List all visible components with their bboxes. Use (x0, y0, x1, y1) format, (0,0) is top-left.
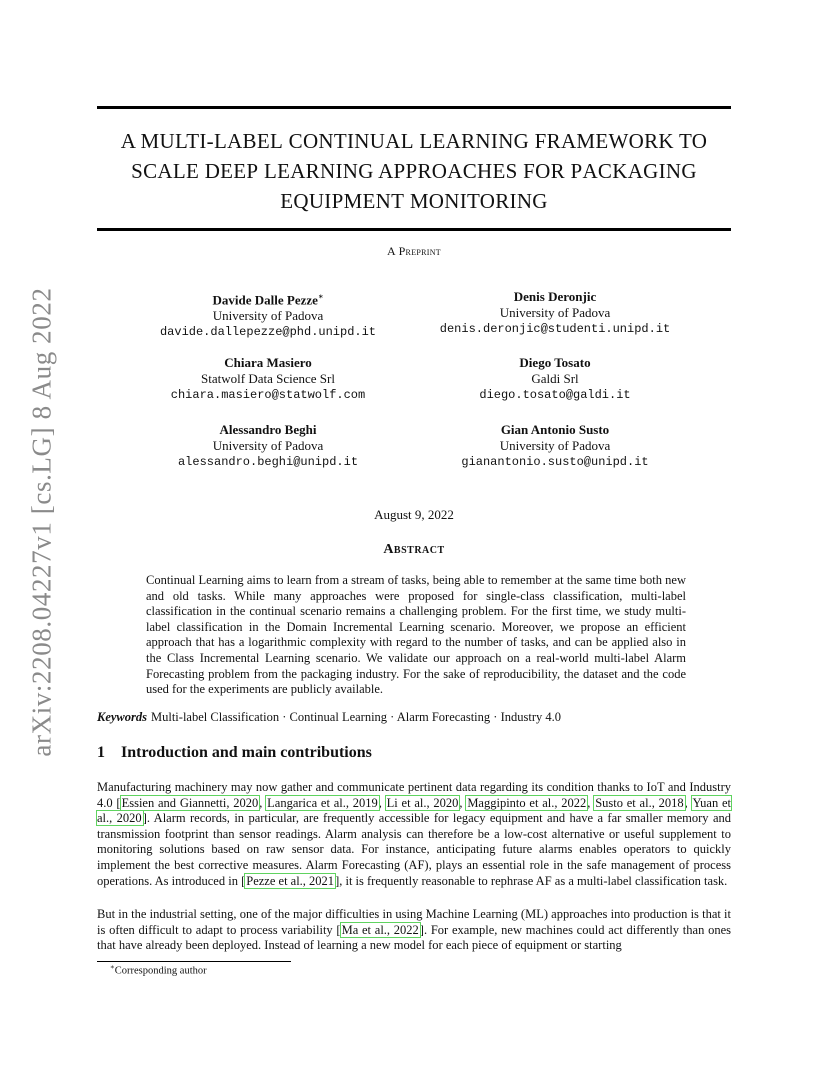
author-name: Diego Tosato (519, 355, 591, 370)
citation-link[interactable]: Pezze et al., 2021 (246, 873, 335, 888)
author-name: Chiara Masiero (224, 355, 312, 370)
author-block (405, 289, 705, 337)
keywords-label: Keywords (97, 710, 147, 724)
author-affiliation: University of Padova (499, 305, 611, 320)
author-email[interactable]: davide.dallepezze@phd.unipd.it (159, 325, 377, 340)
author-email[interactable]: chiara.masiero@statwolf.com (170, 388, 366, 402)
author-block (118, 422, 418, 470)
author-email[interactable]: diego.tosato@galdi.it (479, 388, 631, 402)
keywords-text: Multi-label Classification · Continual Learning · Alarm Forecasting · Industry 4.0 (151, 710, 561, 724)
section-title: Introduction and main contributions (121, 744, 372, 761)
title-top-rule (97, 106, 731, 109)
footnote-rule (97, 961, 291, 962)
abstract-heading: Abstract (383, 542, 445, 557)
title-line-1: A MULTI-LABEL CONTINUAL LEARNING FRAMEWORK TO (120, 129, 708, 153)
author-email[interactable]: gianantonio.susto@unipd.it (461, 455, 649, 469)
author-name: Denis Deronjic (513, 289, 597, 304)
citation-link[interactable]: Maggipinto et al., 2022 (467, 795, 587, 810)
author-email[interactable]: alessandro.beghi@unipd.it (177, 455, 359, 469)
author-affiliation: University of Padova (212, 308, 324, 324)
citation-link[interactable]: Li et al., 2020 (386, 795, 459, 810)
author-name: Gian Antonio Susto (500, 422, 610, 437)
title-line-2: SCALE DEEP LEARNING APPROACHES FOR PACKAGING (131, 159, 697, 183)
author-name: Davide Dalle Pezze∗ (212, 292, 324, 308)
paragraph: Manufacturing machinery may now gather and communicate pertinent data regarding its condition thanks to IoT and Industry 4.0 [Essien and Giannetti, 2020, Langarica et al., 2019, Li et al., 2020, Maggipinto et al., 2022, Susto et al., 2018, Yuan et al., 2020]. Alarm records, in particular, are frequently accessible for legacy equipment and have a far smaller memory and transmission footprint than sensor readings. Alarm analysis can therefore be a low-cost alternative or useful supplement to monitoring solutions based on raw sensor data. For instance, anticipating future alarms enables operators to quickly implement the best corrective measures. Alarm Forecasting (AF), plays an essential role in the safe management of process operations. As introduced in [Pezze et al., 2021], it is frequently reasonable to rephrase AF as a multi-label classification task. (97, 780, 732, 888)
section-number: 1 (97, 744, 105, 761)
author-block (118, 289, 418, 340)
preprint-label: A Preprint (386, 244, 441, 258)
publication-date: August 9, 2022 (374, 507, 454, 522)
author-block (405, 422, 705, 470)
author-affiliation: Statwolf Data Science Srl (201, 371, 335, 386)
section-heading (97, 744, 372, 762)
author-affiliation: University of Padova (212, 438, 324, 453)
citation-link[interactable]: Essien and Giannetti, 2020 (121, 795, 259, 810)
citation-link[interactable]: Susto et al., 2018 (595, 795, 684, 810)
footnote (110, 963, 207, 977)
author-email[interactable]: denis.deronjic@studenti.unipd.it (439, 322, 671, 336)
citation-link[interactable]: Ma et al., 2022 (341, 922, 419, 937)
footnote-marker[interactable]: ∗ (317, 292, 324, 301)
title-line-3: EQUIPMENT MONITORING (280, 189, 548, 213)
footnote-mark: ∗ (110, 963, 115, 971)
keywords-line (97, 709, 737, 725)
author-block (118, 355, 418, 403)
author-block (405, 355, 705, 403)
arxiv-stamp: arXiv:2208.04227v1 [cs.LG] 8 Aug 2022 (26, 287, 57, 757)
paper-title (97, 126, 731, 216)
abstract-text: Continual Learning aims to learn from a stream of tasks, being able to remember at the same time both new and old tasks. While many approaches were proposed for single-class classification, multi-label classification in the continual scenario remains a challenging problem. For the first time, we study multi-label classification in the Domain Incremental Learning scenario. Moreover, we propose an efficient approach that has a logarithmic complexity with regard to the number of tasks, and can be applied also in the Class Incremental Learning scenario. We validate our approach on a real-world multi-label Alarm Forecasting problem from the packaging industry. For the sake of reproducibility, the dataset and the code used for the experiments are publicly available. (146, 573, 686, 697)
title-bottom-rule (97, 228, 731, 231)
author-affiliation: Galdi Srl (531, 371, 579, 386)
citation-link[interactable]: Yuan et al., 2020 (97, 795, 732, 826)
citation-link[interactable]: Langarica et al., 2019 (267, 795, 378, 810)
author-name: Alessandro Beghi (219, 422, 317, 437)
author-affiliation: University of Padova (499, 438, 611, 453)
paragraph: But in the industrial setting, one of the major difficulties in using Machine Learning (ML) approaches into production is that it is often difficult to adapt to process variability [Ma et al., 2022]. For example, new machines could act differently than ones that have already been deployed. Instead of learning a new model for each piece of equipment or starting (97, 907, 731, 953)
footnote-text: Corresponding author (114, 965, 207, 977)
